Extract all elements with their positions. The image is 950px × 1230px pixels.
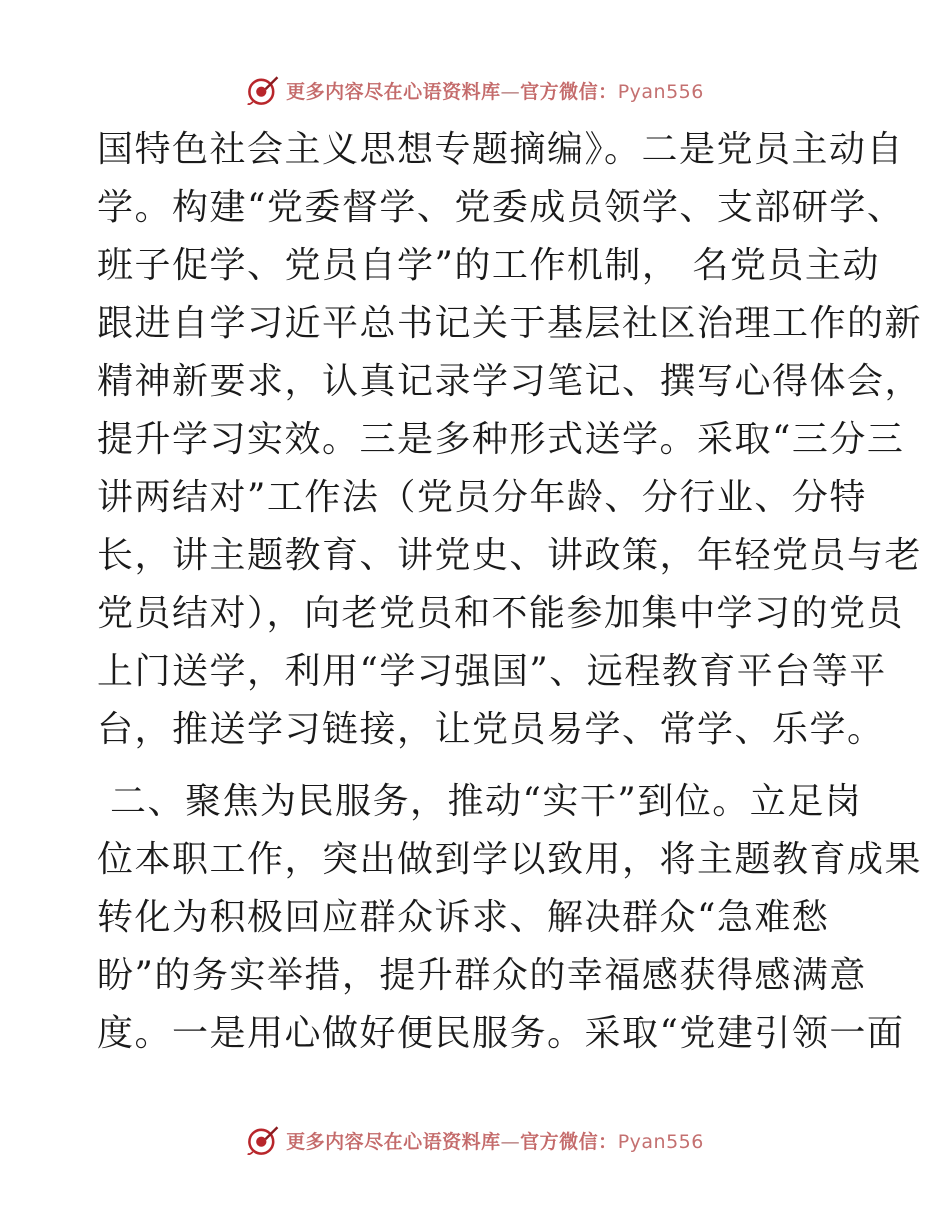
watermark-wechat-id: Pyan556 [617, 1130, 704, 1153]
text-line: 盼”的务实举措，提升群众的幸福感获得感满意 [97, 955, 867, 996]
paragraph-2 [97, 773, 923, 1063]
header-watermark [0, 70, 950, 110]
watermark-site: 更多内容尽在心语资料库 [286, 80, 501, 103]
text-line: 台，推送学习链接，让党员易学、常学、乐学。 [97, 709, 885, 750]
text-line: 班子促学、党员自学”的工作机制， 名党员主动 [97, 245, 880, 286]
text-line: 提升学习实效。三是多种形式送学。采取“三分三 [97, 419, 905, 460]
paragraph-1 [97, 121, 923, 759]
text-line: 跟进自学习近平总书记关于基层社区治理工作的新 [97, 303, 923, 344]
text-line: 精神新要求，认真记录学习笔记、撰写心得体会， [97, 361, 923, 402]
text-line: 讲两结对”工作法（党员分年龄、分行业、分特 [97, 477, 867, 518]
watermark-site: 更多内容尽在心语资料库 [286, 1130, 501, 1153]
watermark-wechat-label: 官方微信： [520, 1130, 618, 1153]
text-line: 度。一是用心做好便民服务。采取“党建引领一面 [97, 1013, 905, 1054]
watermark-text [286, 1127, 704, 1154]
footer-watermark [0, 1120, 950, 1160]
watermark-text [286, 77, 704, 104]
text-line: 转化为积极回应群众诉求、解决群众“急难愁 [97, 897, 830, 938]
text-line: 位本职工作，突出做到学以致用，将主题教育成果 [97, 839, 923, 880]
watermark-separator: — [500, 80, 521, 103]
document-body [97, 121, 923, 1063]
text-line: 国特色社会主义思想专题摘编》。二是党员主动自 [97, 129, 905, 170]
watermark-separator: — [500, 1130, 521, 1153]
text-line: 二、聚焦为民服务，推动“实干”到位。立足岗 [97, 781, 863, 822]
ink-brush-logo-icon [246, 1123, 280, 1157]
ink-brush-logo-icon [246, 73, 280, 107]
text-line: 党员结对），向老党员和不能参加集中学习的党员 [97, 593, 905, 634]
text-line: 学。构建“党委督学、党委成员领学、支部研学、 [97, 187, 905, 228]
watermark-wechat-label: 官方微信： [520, 80, 618, 103]
watermark-wechat-id: Pyan556 [617, 80, 704, 103]
text-line: 上门送学，利用“学习强国”、远程教育平台等平 [97, 651, 887, 692]
text-line: 长，讲主题教育、讲党史、讲政策，年轻党员与老 [97, 535, 923, 576]
